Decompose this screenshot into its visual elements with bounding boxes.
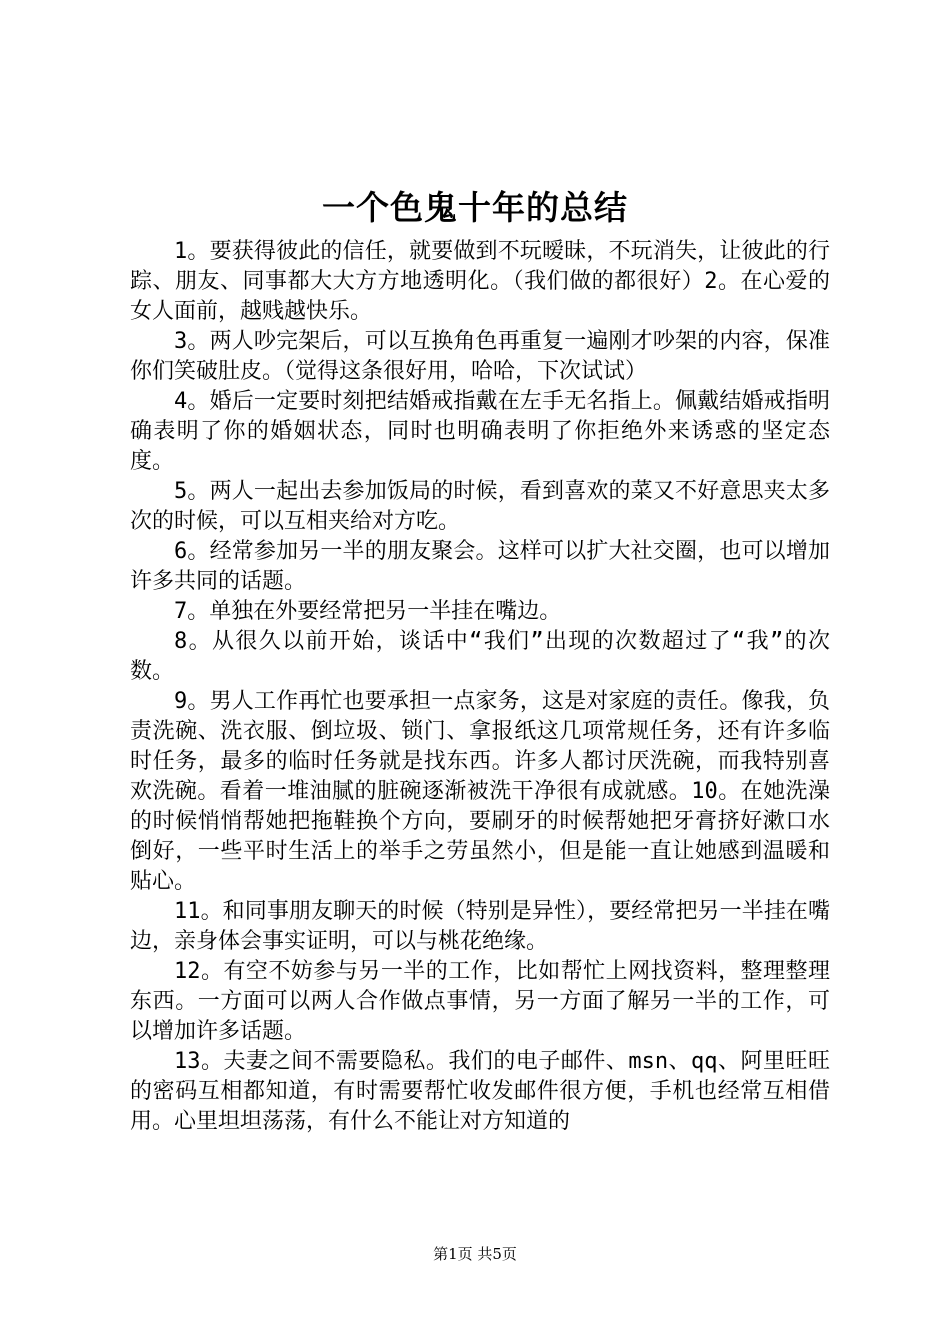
document-title: 一个色鬼十年的总结 xyxy=(322,188,628,227)
paragraph-6: 6。经常参加另一半的朋友聚会。这样可以扩大社交圈，也可以增加许多共同的话题。 xyxy=(130,539,830,594)
paragraph-12: 12。有空不妨参与另一半的工作，比如帮忙上网找资料，整理整理东西。一方面可以两人合作做点事情，另一方面了解另一半的工作，可以增加许多话题。 xyxy=(130,959,830,1044)
paragraph-7: 7。单独在外要经常把另一半挂在嘴边。 xyxy=(174,599,562,624)
paragraph-8: 8。从很久以前开始，谈话中“我们”出现的次数超过了“我”的次数。 xyxy=(130,629,830,684)
paragraph-13: 13。夫妻之间不需要隐私。我们的电子邮件、msn、qq、阿里旺旺的密码互相都知道，有时需要帮忙收发邮件很方便，手机也经常互相借用。心里坦坦荡荡，有什么不能让对方知道的 xyxy=(130,1049,830,1134)
paragraph-5: 5。两人一起出去参加饭局的时候，看到喜欢的菜又不好意思夹太多次的时候，可以互相夹给对方吃。 xyxy=(130,479,830,534)
document-body xyxy=(130,237,830,1137)
paragraph-3: 3。两人吵完架后，可以互换角色再重复一遍刚才吵架的内容，保准你们笑破肚皮。（觉得这条很好用，哈哈，下次试试） xyxy=(130,329,830,384)
paragraph-11: 11。和同事朋友聊天的时候（特别是异性），要经常把另一半挂在嘴边，亲身体会事实证明，可以与桃花绝缘。 xyxy=(130,899,830,954)
paragraph-1: 1。要获得彼此的信任，就要做到不玩暧昧，不玩消失，让彼此的行踪、朋友、同事都大大方方地透明化。（我们做的都很好）2。在心爱的女人面前，越贱越快乐。 xyxy=(130,239,830,324)
paragraph-4: 4。婚后一定要时刻把结婚戒指戴在左手无名指上。佩戴结婚戒指明确表明了你的婚姻状态，同时也明确表明了你拒绝外来诱惑的坚定态度。 xyxy=(130,389,830,474)
page-footer: 第1页 共5页 xyxy=(433,1245,517,1263)
paragraph-9: 9。男人工作再忙也要承担一点家务，这是对家庭的责任。像我，负责洗碗、洗衣服、倒垃圾、锁门、拿报纸这几项常规任务，还有许多临时任务，最多的临时任务就是找东西。许多人都讨厌洗碗，而我特别喜欢洗碗。看着一堆油腻的脏碗逐渐被洗干净很有成就感。10。在她洗澡的时候悄悄帮她把拖鞋换个方向，要刷牙的时候帮她把牙膏挤好漱口水倒好，一些平时生活上的举手之劳虽然小，但是能一直让她感到温暖和贴心。 xyxy=(130,689,830,894)
